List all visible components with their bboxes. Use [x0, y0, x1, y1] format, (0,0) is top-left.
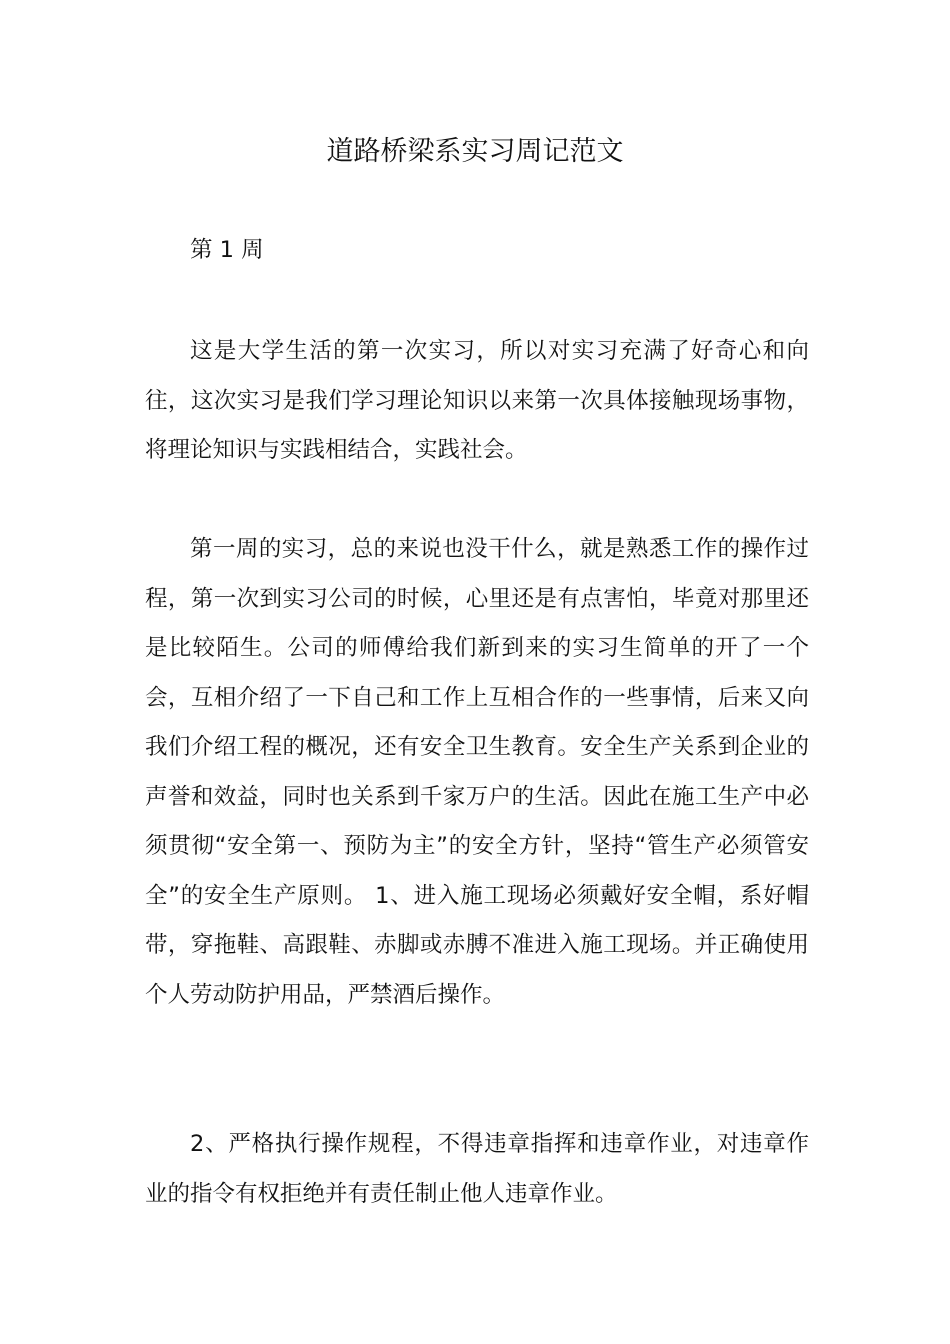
week-heading: 第 1 周	[190, 237, 264, 263]
paragraph-intro: 这是大学生活的第一次实习，所以对实习充满了好奇心和向往，这次实习是我们学习理论知识以来第一次具体接触现场事物，将理论知识与实践相结合，实践社会。	[145, 338, 809, 463]
document-title: 道路桥梁系实习周记范文	[326, 136, 624, 167]
paragraph-first-week: 第一周的实习，总的来说也没干什么，就是熟悉工作的操作过程，第一次到实习公司的时候，心里还是有点害怕，毕竟对那里还是比较陌生。公司的师傅给我们新到来的实习生简单的开了一个会，互相介绍了一下自己和工作上互相合作的一些事情，后来又向我们介绍工程的概况，还有安全卫生教育。安全生产关系到企业的声誉和效益，同时也关系到千家万户的生活。因此在施工生产中必须贯彻“安全第一、预防为主”的安全方针，坚持“管生产必须管安全”的安全生产原则。 1、进入施工现场必须戴好安全帽，系好帽带，穿拖鞋、高跟鞋、赤脚或赤膊不准进入施工现场。并正确使用个人劳动防护用品，严禁酒后操作。	[145, 536, 809, 1008]
paragraph-rule-2: 2、严格执行操作规程，不得违章指挥和违章作业，对违章作业的指令有权拒绝并有责任制止他人违章作业。	[145, 1131, 809, 1207]
